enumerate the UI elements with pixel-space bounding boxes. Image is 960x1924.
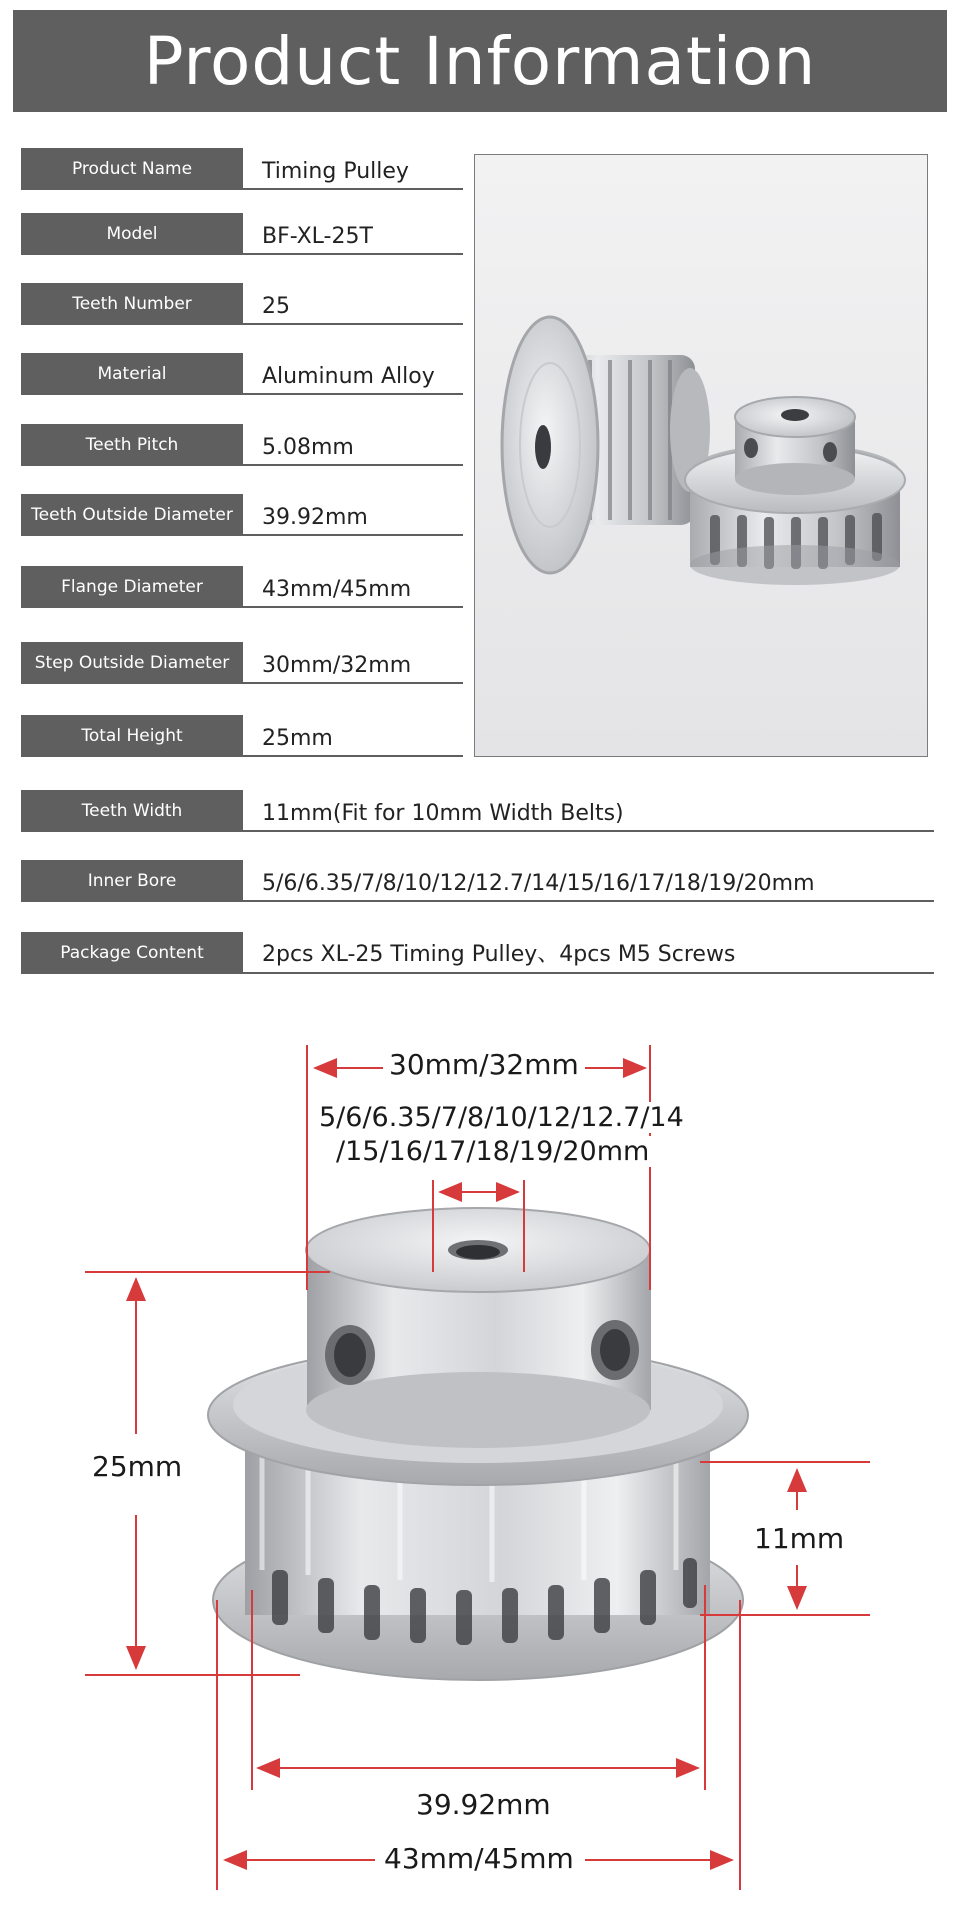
spec-value: 43mm/45mm: [243, 566, 463, 608]
spec-label: Flange Diameter: [21, 566, 243, 608]
dim-teeth-width: 11mm: [748, 1522, 850, 1555]
right-pulley: [685, 397, 905, 585]
spec-value: 39.92mm: [243, 494, 463, 536]
spec-label: Material: [21, 353, 243, 395]
spec-value: 2pcs XL-25 Timing Pulley、4pcs M5 Screws: [243, 932, 934, 974]
spec-value: Timing Pulley: [243, 148, 463, 190]
spec-value: 5/6/6.35/7/8/10/12/12.7/14/15/16/17/18/19/20mm: [243, 860, 934, 902]
dim-flange-diameter: 43mm/45mm: [378, 1842, 580, 1875]
spec-label: Teeth Width: [21, 790, 243, 832]
spec-label: Package Content: [21, 932, 243, 974]
spec-label: Step Outside Diameter: [21, 642, 243, 684]
spec-label: Model: [21, 213, 243, 255]
dim-total-height: 25mm: [86, 1450, 188, 1483]
spec-value: 25mm: [243, 715, 463, 757]
spec-value: BF-XL-25T: [243, 213, 463, 255]
spec-label: Teeth Number: [21, 283, 243, 325]
spec-label: Inner Bore: [21, 860, 243, 902]
dimension-diagram: [0, 1010, 960, 1910]
spec-value: Aluminum Alloy: [243, 353, 463, 395]
pulley-pair-illustration: [475, 155, 927, 756]
spec-label: Total Height: [21, 715, 243, 757]
page-title: Product Information: [143, 22, 817, 100]
spec-value: 25: [243, 283, 463, 325]
spec-label: Teeth Pitch: [21, 424, 243, 466]
spec-value: 11mm(Fit for 10mm Width Belts): [243, 790, 934, 832]
dim-teeth-outside-diameter: 39.92mm: [410, 1788, 557, 1821]
page-title-banner: [13, 10, 947, 112]
product-photo: [474, 154, 928, 757]
dim-step-diameter: 30mm/32mm: [383, 1048, 585, 1081]
spec-label: Product Name: [21, 148, 243, 190]
dim-bore-line2: /15/16/17/18/19/20mm: [330, 1136, 655, 1167]
spec-label: Teeth Outside Diameter: [21, 494, 243, 536]
left-pulley: [502, 317, 710, 573]
spec-value: 5.08mm: [243, 424, 463, 466]
spec-value: 30mm/32mm: [243, 642, 463, 684]
dim-bore-line1: 5/6/6.35/7/8/10/12/12.7/14: [313, 1102, 690, 1133]
